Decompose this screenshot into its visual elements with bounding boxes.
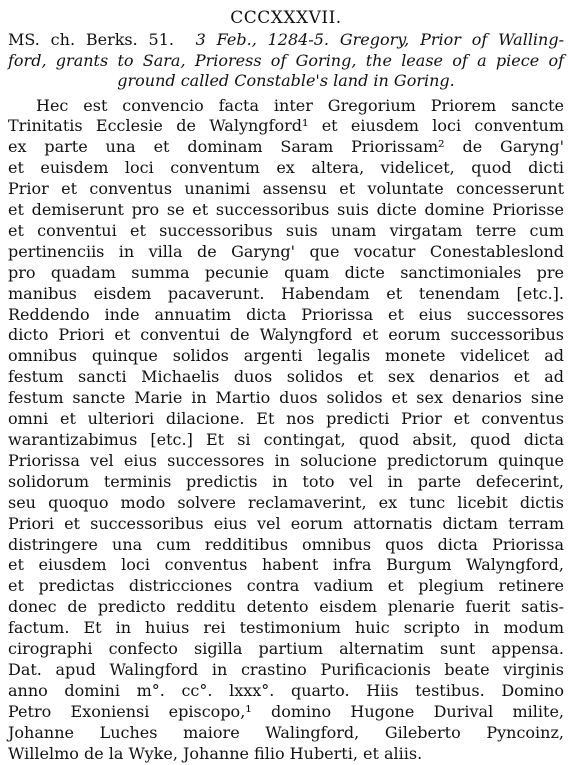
text-line: festum sancti Michaelis duos solidos et sex denarios et ad xyxy=(8,367,564,387)
manuscript-reference: MS. ch. Berks. 51. xyxy=(8,30,175,49)
text-line: pro quadam summa pecunie quam dicte sanctimoniales pre xyxy=(8,262,564,282)
headnote-text-1: 3 Feb., 1284-5. Gregory, Prior of Walling- xyxy=(195,30,565,49)
text-line: et demiserunt pro se et successoribus suis dicte domine Priorisse xyxy=(8,200,564,220)
text-line: Prior et conventus unanimi assensu et voluntate concesserunt xyxy=(8,179,564,199)
headnote-line-1 xyxy=(8,30,564,51)
headnote-line-2: ford, grants to Sara, Prioress of Goring, the lease of a piece of xyxy=(8,50,564,70)
text-line: Priori et successoribus eius vel eorum attornatis dictam terram xyxy=(8,513,564,533)
text-line: omnibus quinque solidos argenti legalis monete videlicet ad xyxy=(8,346,564,366)
text-line: Hec est convencio facta inter Gregorium Priorem sancte xyxy=(36,95,564,115)
charter-text xyxy=(8,96,564,765)
text-line: et predictas districciones contra vadium et plegium retinere xyxy=(8,576,564,596)
text-line: Trinitatis Ecclesie de Walyngford¹ et eiusdem loci conventum xyxy=(8,116,564,136)
headnote xyxy=(8,30,564,92)
text-line: donec de predicto redditu detento eisdem plenarie fuerit satis- xyxy=(8,597,564,617)
text-line: Priorissa vel eius successores in solucione predictorum quinque xyxy=(8,450,564,470)
text-line: seu quoquo modo solvere reclamaverint, ex tunc licebit dictis xyxy=(8,492,564,512)
text-line: manibus eisdem pacaverunt. Habendam et tenendam [etc.]. xyxy=(8,283,564,303)
text-line: et eiusdem loci conventus habent infra Burgum Walyngford, xyxy=(8,555,564,575)
headnote-line-3: ground called Constable's land in Goring. xyxy=(117,71,455,90)
text-line: Dat. apud Walingford in crastino Purificacionis beate virginis xyxy=(8,659,564,679)
document-page xyxy=(8,8,564,765)
text-line: Willelmo de la Wyke, Johanne filio Huberti, et aliis. xyxy=(8,743,423,763)
text-line: warantizabimus [etc.] Et si contingat, quod absit, quod dicta xyxy=(8,430,564,449)
text-line: et euisdem loci conventum ex altera, videlicet, quod dicti xyxy=(8,158,564,178)
text-line: factum. Et in huius rei testimonium huic scripto in modum xyxy=(8,618,564,638)
text-line: et conventui et successoribus suis unam virgatam terre cum xyxy=(8,220,564,240)
text-line: ex parte una et dominam Saram Priorissam² de Garyng' xyxy=(8,137,564,157)
text-line: cirographi confecto sigilla partium alternatim sunt appensa. xyxy=(8,639,564,659)
text-line: omni et ulteriori dilacione. Et nos predicti Prior et conventus xyxy=(8,409,564,429)
text-line: Petro Exoniensi episcopo,¹ domino Hugone Durival milite, xyxy=(8,701,564,721)
text-line: solidorum terminis predictis in toto vel in parte defecerint, xyxy=(8,471,564,491)
text-line: pertinenciis in villa de Garyng' que vocatur Conestableslond xyxy=(8,241,564,261)
text-line: Reddendo inde annuatim dicta Priorissa et eius successores xyxy=(8,304,564,324)
text-line: Johanne Luches maiore Walingford, Gileberto Pyncoinz, xyxy=(8,722,564,742)
charter-number-heading: CCCXXXVII. xyxy=(230,8,342,28)
text-line: festum sancte Marie in Martio duos solidos et sex denarios sine xyxy=(8,388,564,408)
text-line: anno domini m°. cc°. lxxx°. quarto. Hiis testibus. Domino xyxy=(8,680,564,700)
text-line: distringere una cum redditibus omnibus quos dicta Priorissa xyxy=(8,534,564,554)
text-line: dicto Priori et conventui de Walyngford et eorum successoribus xyxy=(8,325,564,345)
